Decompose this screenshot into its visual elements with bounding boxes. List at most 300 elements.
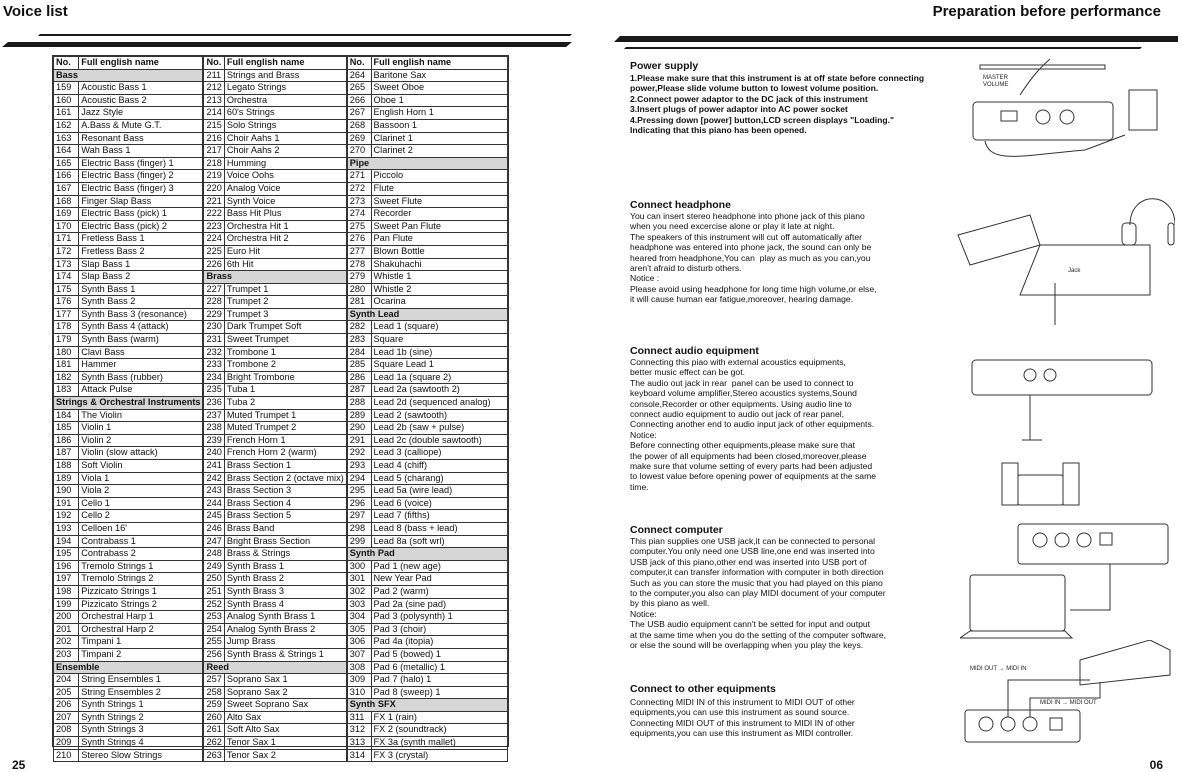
voice-number: 306 [347, 636, 371, 649]
voice-name: Lead 5 (charang) [371, 472, 507, 485]
table-row [347, 384, 507, 397]
voice-name: Timpani 2 [79, 648, 203, 661]
table-row [204, 585, 346, 598]
table-row [347, 585, 507, 598]
voice-number: 173 [54, 258, 79, 271]
header-no: No. [204, 57, 224, 70]
voice-number: 314 [347, 749, 371, 762]
voice-number: 261 [204, 724, 224, 737]
table-row [204, 535, 346, 548]
voice-name: Recorder [371, 208, 507, 221]
voice-name: Bright Trombone [224, 371, 346, 384]
voice-name: Pad 6 (metallic) 1 [371, 661, 507, 674]
table-row [347, 397, 507, 410]
voice-number: 275 [347, 220, 371, 233]
table-row [54, 460, 203, 473]
table-row [347, 535, 507, 548]
voice-name: Tuba 2 [224, 397, 346, 410]
table-row [204, 711, 346, 724]
table-row [54, 522, 203, 535]
voice-number: 226 [204, 258, 224, 271]
voice-number: 172 [54, 245, 79, 258]
right-page-title: Preparation before performance [932, 3, 1161, 20]
voice-name: Sweet Soprano Sax [224, 699, 346, 712]
headphone-icon [1130, 199, 1175, 225]
category-label: Synth Pad [347, 548, 507, 561]
table-row [347, 724, 507, 737]
voice-name: Ocarina [371, 296, 507, 309]
table-row [54, 334, 203, 347]
voice-number: 273 [347, 195, 371, 208]
voice-table-col-1 [53, 56, 203, 762]
voice-name: Orchestral Harp 2 [79, 623, 203, 636]
voice-number: 245 [204, 510, 224, 523]
voice-name: Viola 1 [79, 472, 203, 485]
table-row [204, 371, 346, 384]
table-row [54, 107, 203, 120]
voice-name: 6th Hit [224, 258, 346, 271]
voice-number: 281 [347, 296, 371, 309]
voice-number: 180 [54, 346, 79, 359]
voice-name: Alto Sax [224, 711, 346, 724]
voice-name: Bass Hit Plus [224, 208, 346, 221]
midi-in-from-out-label: MIDI IN → MIDI OUT [1040, 700, 1097, 706]
table-row [54, 132, 203, 145]
voice-name: Brass Band [224, 522, 346, 535]
voice-number: 251 [204, 585, 224, 598]
table-row [54, 308, 203, 321]
category-row [347, 157, 507, 170]
voice-name: Synth Brass 3 [224, 585, 346, 598]
voice-number: 247 [204, 535, 224, 548]
voice-name: Trombone 2 [224, 359, 346, 372]
voice-name: Lead 8 (bass + lead) [371, 522, 507, 535]
table-row [204, 611, 346, 624]
voice-number: 197 [54, 573, 79, 586]
voice-number: 178 [54, 321, 79, 334]
voice-number: 232 [204, 346, 224, 359]
table-row [54, 82, 203, 95]
header-no: No. [347, 57, 371, 70]
voice-name: Solo Strings [224, 119, 346, 132]
table-row [204, 308, 346, 321]
voice-name: Finger Slap Bass [79, 195, 203, 208]
headphone-diagram [950, 185, 1175, 330]
voice-name: Flute [371, 182, 507, 195]
voice-name: Lead 4 (chiff) [371, 460, 507, 473]
category-label: Synth Lead [347, 308, 507, 321]
category-label: Reed [204, 661, 346, 674]
voice-number: 265 [347, 82, 371, 95]
voice-number: 211 [204, 69, 224, 82]
voice-number: 183 [54, 384, 79, 397]
table-row [347, 409, 507, 422]
table-row [54, 623, 203, 636]
table-row [204, 182, 346, 195]
table-row [54, 422, 203, 435]
voice-number: 272 [347, 182, 371, 195]
voice-name: Tenor Sax 1 [224, 737, 346, 750]
voice-name: Whistle 2 [371, 283, 507, 296]
category-label: Strings & Orchestral Instruments [54, 397, 203, 410]
table-row [54, 271, 203, 284]
table-row [204, 460, 346, 473]
voice-number: 296 [347, 497, 371, 510]
voice-name: Electric Bass (finger) 1 [79, 157, 203, 170]
table-row [204, 107, 346, 120]
table-row [54, 157, 203, 170]
voice-name: Muted Trumpet 2 [224, 422, 346, 435]
voice-name: Pad 3 (polysynth) 1 [371, 611, 507, 624]
voice-number: 228 [204, 296, 224, 309]
table-row [204, 560, 346, 573]
voice-number: 259 [204, 699, 224, 712]
header-name: Full english name [371, 57, 507, 70]
right-header-rule [600, 22, 1183, 50]
table-row [204, 674, 346, 687]
voice-number: 254 [204, 623, 224, 636]
table-row [347, 321, 507, 334]
table-row [347, 686, 507, 699]
voice-name: Sweet Oboe [371, 82, 507, 95]
audio-equipment-diagram [960, 350, 1175, 510]
voice-name: A.Bass & Mute G.T. [79, 119, 203, 132]
voice-name: Brass & Strings [224, 548, 346, 561]
table-row [347, 94, 507, 107]
voice-number: 263 [204, 749, 224, 762]
voice-number: 288 [347, 397, 371, 410]
section-audio-title: Connect audio equipment [630, 345, 759, 357]
voice-name: Wah Bass 1 [79, 145, 203, 158]
table-row [54, 636, 203, 649]
table-row [204, 233, 346, 246]
voice-number: 307 [347, 648, 371, 661]
voice-number: 282 [347, 321, 371, 334]
voice-name: Lead 2b (saw + pulse) [371, 422, 507, 435]
voice-number: 241 [204, 460, 224, 473]
voice-name: Lead 2d (sequenced analog) [371, 397, 507, 410]
voice-number: 161 [54, 107, 79, 120]
voice-number: 269 [347, 132, 371, 145]
category-row [54, 397, 203, 410]
table-row [347, 334, 507, 347]
voice-name: FX 1 (rain) [371, 711, 507, 724]
voice-number: 271 [347, 170, 371, 183]
voice-number: 242 [204, 472, 224, 485]
section-other-equipment-title: Connect to other equipments [630, 683, 776, 695]
table-row [54, 258, 203, 271]
left-header-rule-graphic [0, 22, 580, 50]
voice-number: 298 [347, 522, 371, 535]
voice-number: 192 [54, 510, 79, 523]
voice-name: Clarinet 2 [371, 145, 507, 158]
voice-number: 162 [54, 119, 79, 132]
voice-name: Synth Brass 4 [224, 598, 346, 611]
table-row [54, 472, 203, 485]
voice-name: Whistle 1 [371, 271, 507, 284]
voice-number: 256 [204, 648, 224, 661]
voice-name: Contrabass 2 [79, 548, 203, 561]
voice-number: 285 [347, 359, 371, 372]
voice-name: Viola 2 [79, 485, 203, 498]
voice-name: Lead 2a (sawtooth 2) [371, 384, 507, 397]
voice-number: 311 [347, 711, 371, 724]
category-row [204, 271, 346, 284]
voice-number: 240 [204, 447, 224, 460]
table-row [204, 157, 346, 170]
table-row [204, 94, 346, 107]
voice-name: Brass Section 3 [224, 485, 346, 498]
category-row [54, 661, 203, 674]
voice-name: Synth Brass 2 [224, 573, 346, 586]
table-row [347, 447, 507, 460]
voice-number: 215 [204, 119, 224, 132]
category-row [347, 308, 507, 321]
voice-name: Lead 1 (square) [371, 321, 507, 334]
table-row [54, 233, 203, 246]
voice-name: Pizzicato Strings 2 [79, 598, 203, 611]
table-row [347, 422, 507, 435]
voice-name: Trumpet 2 [224, 296, 346, 309]
header-name: Full english name [79, 57, 203, 70]
voice-name: The Violin [79, 409, 203, 422]
table-row [347, 623, 507, 636]
table-row [54, 182, 203, 195]
voice-number: 175 [54, 283, 79, 296]
voice-name: Lead 6 (voice) [371, 497, 507, 510]
voice-name: Synth Strings 1 [79, 699, 203, 712]
voice-number: 286 [347, 371, 371, 384]
table-row [347, 497, 507, 510]
voice-name: Soft Violin [79, 460, 203, 473]
table-row [347, 460, 507, 473]
voice-name: Shakuhachi [371, 258, 507, 271]
table-row [204, 220, 346, 233]
table-row [54, 749, 203, 762]
voice-name: Humming [224, 157, 346, 170]
voice-number: 187 [54, 447, 79, 460]
voice-number: 194 [54, 535, 79, 548]
voice-name: Voice Oohs [224, 170, 346, 183]
voice-number: 184 [54, 409, 79, 422]
voice-number: 181 [54, 359, 79, 372]
voice-name: Pad 8 (sweep) 1 [371, 686, 507, 699]
voice-number: 168 [54, 195, 79, 208]
table-row [204, 434, 346, 447]
voice-name: Tuba 1 [224, 384, 346, 397]
voice-number: 166 [54, 170, 79, 183]
table-row [54, 699, 203, 712]
voice-name: Trumpet 3 [224, 308, 346, 321]
voice-table-col-2 [203, 56, 346, 762]
keyboard-icon [1080, 640, 1170, 685]
voice-number: 310 [347, 686, 371, 699]
table-row [347, 472, 507, 485]
voice-number: 214 [204, 107, 224, 120]
table-row [54, 384, 203, 397]
table-row [54, 119, 203, 132]
voice-number: 270 [347, 145, 371, 158]
table-row [347, 485, 507, 498]
voice-name: FX 3a (synth mallet) [371, 737, 507, 750]
table-row [347, 737, 507, 750]
voice-number: 177 [54, 308, 79, 321]
table-row [54, 245, 203, 258]
voice-name: Sweet Pan Flute [371, 220, 507, 233]
table-row [54, 674, 203, 687]
voice-name: New Year Pad [371, 573, 507, 586]
voice-name: Electric Bass (pick) 1 [79, 208, 203, 221]
laptop-icon [970, 575, 1065, 631]
voice-number: 227 [204, 283, 224, 296]
master-volume-label-2: VOLUME [983, 82, 1009, 88]
voice-name: Synth Bass (warm) [79, 334, 203, 347]
table-row [347, 510, 507, 523]
voice-number: 225 [204, 245, 224, 258]
voice-number: 182 [54, 371, 79, 384]
table-row [347, 245, 507, 258]
category-label: Pipe [347, 157, 507, 170]
voice-name: Lead 3 (calliope) [371, 447, 507, 460]
voice-number: 219 [204, 170, 224, 183]
voice-name: Bright Brass Section [224, 535, 346, 548]
voice-number: 258 [204, 686, 224, 699]
table-row [347, 170, 507, 183]
table-row [54, 611, 203, 624]
voice-name: Trumpet 1 [224, 283, 346, 296]
voice-number: 222 [204, 208, 224, 221]
voice-number: 191 [54, 497, 79, 510]
voice-number: 205 [54, 686, 79, 699]
left-page-number: 25 [12, 758, 26, 772]
voice-name: Euro Hit [224, 245, 346, 258]
table-row [54, 409, 203, 422]
voice-name: Synth Strings 2 [79, 711, 203, 724]
table-row [204, 485, 346, 498]
table-row [54, 296, 203, 309]
voice-name: Brass Section 4 [224, 497, 346, 510]
voice-name: FX 2 (soundtrack) [371, 724, 507, 737]
voice-number: 283 [347, 334, 371, 347]
voice-number: 235 [204, 384, 224, 397]
table-row [347, 598, 507, 611]
voice-number: 174 [54, 271, 79, 284]
category-label: Ensemble [54, 661, 203, 674]
table-row [54, 283, 203, 296]
table-row [54, 560, 203, 573]
voice-name: Lead 1b (sine) [371, 346, 507, 359]
right-page-number: 06 [1149, 758, 1163, 772]
voice-number: 246 [204, 522, 224, 535]
voice-number: 199 [54, 598, 79, 611]
voice-number: 299 [347, 535, 371, 548]
table-row [347, 648, 507, 661]
voice-number: 303 [347, 598, 371, 611]
voice-number: 230 [204, 321, 224, 334]
table-row [347, 233, 507, 246]
table-row [204, 422, 346, 435]
voice-name: Synth Bass 3 (resonance) [79, 308, 203, 321]
voice-number: 289 [347, 409, 371, 422]
section-headphone-title: Connect headphone [630, 199, 731, 211]
voice-name: Orchestral Harp 1 [79, 611, 203, 624]
section-audio-body: Connecting this piao with external acoustics equipments, better music effect can be got. The audio out jack in rear panel can be used to connect to keyboard volume amplifier,Stereo acoustics systems,Sound console,Recorder or other equipments. Using audio line to connect audio equipment to audio out jack of rear panel, Connecting another end to audio input jack of other equipments. Notice: Before connecting other equipments,please make sure that the power of all equipments had been closed,moreover,please make sure that volume setting of every parts had been adjusted to lowest value before opening power of equipments at the same time. [630, 357, 877, 492]
voice-name: Pizzicato Strings 1 [79, 585, 203, 598]
table-row [204, 296, 346, 309]
table-row [347, 636, 507, 649]
voice-number: 300 [347, 560, 371, 573]
computer-diagram [960, 520, 1175, 650]
voice-number: 207 [54, 711, 79, 724]
voice-name: Analog Voice [224, 182, 346, 195]
voice-number: 284 [347, 346, 371, 359]
voice-name: Pad 7 (halo) 1 [371, 674, 507, 687]
voice-number: 234 [204, 371, 224, 384]
voice-name: Legato Strings [224, 82, 346, 95]
voice-name: FX 3 (crystal) [371, 749, 507, 762]
voice-name: Synth Bass 2 [79, 296, 203, 309]
voice-name: Synth Brass 1 [224, 560, 346, 573]
voice-name: Synth Brass & Strings 1 [224, 648, 346, 661]
voice-name: Contrabass 1 [79, 535, 203, 548]
voice-number: 239 [204, 434, 224, 447]
table-row [204, 208, 346, 221]
table-row [347, 661, 507, 674]
voice-number: 291 [347, 434, 371, 447]
voice-number: 295 [347, 485, 371, 498]
voice-number: 202 [54, 636, 79, 649]
left-header-rule [0, 22, 580, 50]
voice-number: 169 [54, 208, 79, 221]
voice-number: 274 [347, 208, 371, 221]
table-row [347, 573, 507, 586]
table-row [204, 245, 346, 258]
table-row [347, 132, 507, 145]
voice-number: 309 [347, 674, 371, 687]
table-row [204, 447, 346, 460]
voice-number: 167 [54, 182, 79, 195]
table-row [54, 548, 203, 561]
voice-number: 195 [54, 548, 79, 561]
section-power-supply-title: Power supply [630, 60, 699, 72]
power-supply-diagram [955, 55, 1175, 185]
voice-number: 249 [204, 560, 224, 573]
voice-number: 243 [204, 485, 224, 498]
table-row [54, 94, 203, 107]
voice-number: 250 [204, 573, 224, 586]
voice-name: Stereo Slow Strings [79, 749, 203, 762]
table-row [204, 623, 346, 636]
voice-number: 190 [54, 485, 79, 498]
jack-label: Jack [1068, 268, 1081, 274]
voice-number: 218 [204, 157, 224, 170]
voice-number: 203 [54, 648, 79, 661]
table-row [347, 182, 507, 195]
voice-number: 179 [54, 334, 79, 347]
voice-number: 253 [204, 611, 224, 624]
voice-name: Soft Alto Sax [224, 724, 346, 737]
voice-name: Lead 7 (fifths) [371, 510, 507, 523]
voice-name: Tremolo Strings 1 [79, 560, 203, 573]
voice-name: Fretless Bass 2 [79, 245, 203, 258]
voice-name: Fretless Bass 1 [79, 233, 203, 246]
voice-name: French Horn 2 (warm) [224, 447, 346, 460]
table-row [54, 447, 203, 460]
voice-name: Analog Synth Brass 1 [224, 611, 346, 624]
voice-number: 238 [204, 422, 224, 435]
table-row [347, 208, 507, 221]
voice-number: 188 [54, 460, 79, 473]
